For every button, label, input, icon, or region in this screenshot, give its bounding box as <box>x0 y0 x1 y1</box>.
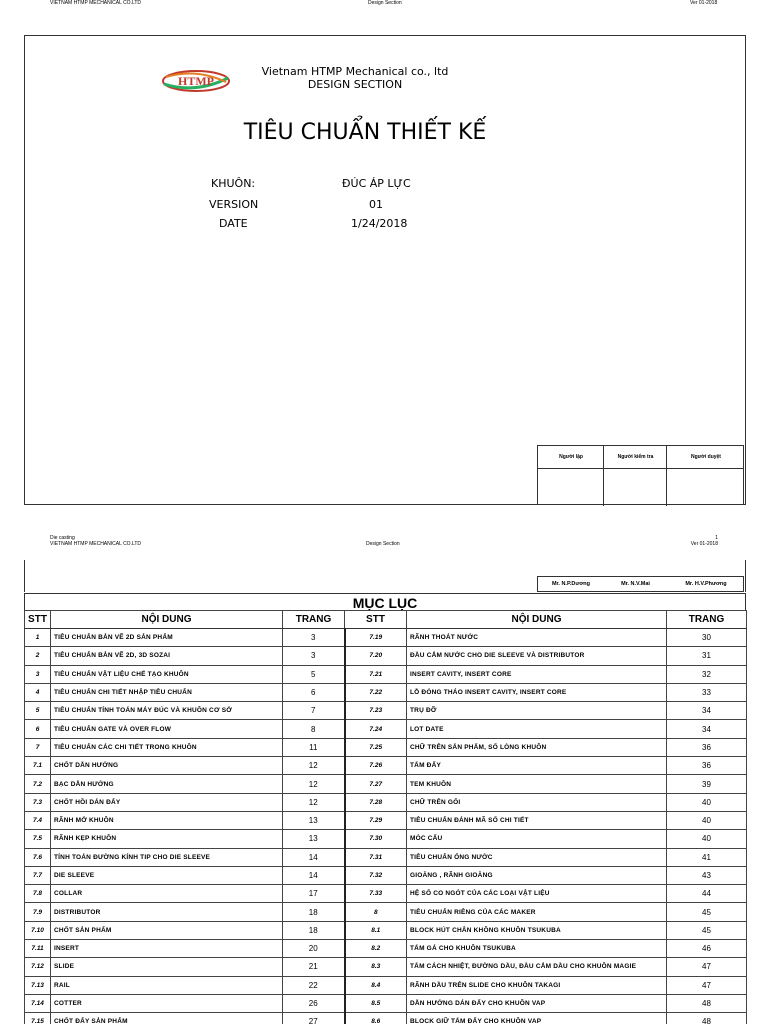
toc-content-2: DẪN HƯỚNG DÁN ĐẨY CHO KHUÔN VAP <box>407 994 667 1012</box>
toc-stt: 6 <box>25 720 51 738</box>
toc-content-2: LỖ ĐÓNG THÁO INSERT CAVITY, INSERT CORE <box>407 683 667 701</box>
toc-table <box>24 610 747 1024</box>
toc-stt-2: 7.19 <box>345 629 407 647</box>
toc-page: 7 <box>283 702 345 720</box>
field-value-version: 01 <box>369 198 383 211</box>
toc-content: RAIL <box>51 976 283 994</box>
signature-box <box>537 445 744 505</box>
sign-label-checker: Người kiểm tra <box>617 454 654 460</box>
table-row <box>25 848 747 866</box>
toc-stt-2: 7.23 <box>345 702 407 720</box>
toc-stt: 7.2 <box>25 775 51 793</box>
toc-page-2: 47 <box>667 976 747 994</box>
toc-page-2: 40 <box>667 793 747 811</box>
toc-content-2: GIOĂNG , RÃNH GIOĂNG <box>407 866 667 884</box>
toc-stt-2: 7.32 <box>345 866 407 884</box>
toc-content-2: BLOCK HÚT CHÂN KHÔNG KHUÔN TSUKUBA <box>407 921 667 939</box>
toc-stt-2: 7.25 <box>345 738 407 756</box>
table-row <box>25 665 747 683</box>
toc-stt-2: 7.31 <box>345 848 407 866</box>
toc-stt: 7.11 <box>25 940 51 958</box>
toc-content-2: BLOCK GIỮ TẤM ĐẨY CHO KHUÔN VAP <box>407 1013 667 1024</box>
field-label-version: VERSION <box>209 198 259 211</box>
toc-stt-2: 7.33 <box>345 885 407 903</box>
company-name: Vietnam HTMP Mechanical co., ltd <box>261 65 449 78</box>
toc-stt: 7.15 <box>25 1013 51 1024</box>
company-block <box>240 65 470 91</box>
toc-page-2: 48 <box>667 994 747 1012</box>
toc-content-2: CHỮ TRÊN SẢN PHẨM, SỐ LÒNG KHUÔN <box>407 738 667 756</box>
toc-content-2: TẤM CÁCH NHIỆT, ĐƯỜNG DẦU, ĐẦU CẮM DẦU CHO KHUÔN MAGIE <box>407 958 667 976</box>
signer-name-checker: Mr. N.V.Mai <box>621 581 650 587</box>
toc-page-2: 36 <box>667 757 747 775</box>
toc-stt: 5 <box>25 702 51 720</box>
table-row <box>25 1013 747 1024</box>
toc-page: 13 <box>283 830 345 848</box>
toc-content-2: RÃNH DẦU TRÊN SLIDE CHO KHUÔN TAKAGI <box>407 976 667 994</box>
toc-page: 13 <box>283 811 345 829</box>
toc-page-2: 30 <box>667 629 747 647</box>
table-row <box>25 683 747 701</box>
toc-page-2: 45 <box>667 903 747 921</box>
signer-name-approver: Mr. H.V.Phương <box>685 581 727 587</box>
toc-page: 11 <box>283 738 345 756</box>
table-row <box>25 958 747 976</box>
sign-label-approver: Người duyệt <box>691 454 721 460</box>
toc-content: CHỐT DẪN HƯỚNG <box>51 757 283 775</box>
toc-page: 14 <box>283 848 345 866</box>
toc-page: 21 <box>283 958 345 976</box>
table-row <box>25 994 747 1012</box>
toc-content: DIE SLEEVE <box>51 866 283 884</box>
toc-page: 18 <box>283 921 345 939</box>
toc-page-2: 46 <box>667 940 747 958</box>
table-row <box>25 885 747 903</box>
toc-stt: 1 <box>25 629 51 647</box>
toc-stt: 2 <box>25 647 51 665</box>
field-label-khuon: KHUÔN: <box>211 177 256 190</box>
table-row <box>25 629 747 647</box>
toc-page-2: 44 <box>667 885 747 903</box>
document-title: TIÊU CHUẨN THIẾT KẾ <box>243 120 487 145</box>
toc-page-2: 31 <box>667 647 747 665</box>
table-row <box>25 830 747 848</box>
toc-page-2: 32 <box>667 665 747 683</box>
col-header-stt: STT <box>25 611 51 629</box>
toc-content: RÃNH KẸP KHUÔN <box>51 830 283 848</box>
table-row <box>25 866 747 884</box>
toc-content: INSERT <box>51 940 283 958</box>
toc-content: TIÊU CHUẨN BẢN VẼ 2D SẢN PHẨM <box>51 629 283 647</box>
toc-stt-2: 8.2 <box>345 940 407 958</box>
table-row <box>25 940 747 958</box>
toc-content-2: TIÊU CHUẨN RIÊNG CỦA CÁC MAKER <box>407 903 667 921</box>
toc-stt-2: 7.24 <box>345 720 407 738</box>
toc-content-2: TEM KHUÔN <box>407 775 667 793</box>
toc-page-2: 40 <box>667 830 747 848</box>
toc-stt-2: 8.5 <box>345 994 407 1012</box>
field-value-date: 1/24/2018 <box>351 217 408 230</box>
toc-stt-2: 7.22 <box>345 683 407 701</box>
toc-page-2: 45 <box>667 921 747 939</box>
toc-stt-2: 8.3 <box>345 958 407 976</box>
toc-content: DISTRIBUTOR <box>51 903 283 921</box>
table-row <box>25 976 747 994</box>
toc-page: 26 <box>283 994 345 1012</box>
toc-content-2: INSERT CAVITY, INSERT CORE <box>407 665 667 683</box>
toc-stt-2: 8.4 <box>345 976 407 994</box>
field-label-date: DATE <box>219 217 248 230</box>
toc-stt-2: 7.30 <box>345 830 407 848</box>
toc-page: 17 <box>283 885 345 903</box>
toc-page: 3 <box>283 647 345 665</box>
toc-content: SLIDE <box>51 958 283 976</box>
page2-header-right: 1 Ver 01-2018 <box>690 535 718 547</box>
table-row <box>25 757 747 775</box>
col-header-stt-2: STT <box>345 611 407 629</box>
toc-content-2: MÓC CẨU <box>407 830 667 848</box>
toc-content: CHỐT ĐẨY SẢN PHẨM <box>51 1013 283 1024</box>
toc-stt: 7.12 <box>25 958 51 976</box>
toc-page: 12 <box>283 775 345 793</box>
toc-stt-2: 7.27 <box>345 775 407 793</box>
toc-content: TIÊU CHUẨN VẬT LIỆU CHẾ TẠO KHUÔN <box>51 665 283 683</box>
table-row <box>25 921 747 939</box>
toc-content-2: TIÊU CHUẨN ĐÁNH MÃ SỐ CHI TIẾT <box>407 811 667 829</box>
toc-page-2: 48 <box>667 1013 747 1024</box>
toc-content-2: TIÊU CHUẨN ỐNG NƯỚC <box>407 848 667 866</box>
toc-page-2: 36 <box>667 738 747 756</box>
table-row <box>25 903 747 921</box>
table-row <box>25 811 747 829</box>
toc-content: BẠC DẪN HƯỚNG <box>51 775 283 793</box>
toc-page: 14 <box>283 866 345 884</box>
toc-content: TIÊU CHUẨN BẢN VẼ 2D, 3D SOZAI <box>51 647 283 665</box>
toc-page: 22 <box>283 976 345 994</box>
toc-content: RÃNH MỞ KHUÔN <box>51 811 283 829</box>
page2-header-center: Design Section <box>366 541 400 547</box>
toc-content: TIÊU CHUẨN CHI TIẾT NHẬP TIÊU CHUẨN <box>51 683 283 701</box>
toc-page: 27 <box>283 1013 345 1024</box>
page2-header-left: Die casting VIETNAM HTMP MECHANICAL CO.LTD <box>50 535 142 547</box>
col-header-page: TRANG <box>283 611 345 629</box>
col-header-content-2: NỘI DUNG <box>407 611 667 629</box>
toc-page: 20 <box>283 940 345 958</box>
toc-page: 6 <box>283 683 345 701</box>
toc-page: 3 <box>283 629 345 647</box>
toc-content-2: CHỮ TRÊN GỐI <box>407 793 667 811</box>
toc-content: CHỐT SẢN PHẨM <box>51 921 283 939</box>
company-section: DESIGN SECTION <box>307 78 403 91</box>
toc-content-2: LOT DATE <box>407 720 667 738</box>
page1-header-center: Design Section <box>368 0 402 6</box>
toc-page-2: 43 <box>667 866 747 884</box>
toc-page-2: 34 <box>667 720 747 738</box>
table-row <box>25 793 747 811</box>
toc-stt-2: 8.1 <box>345 921 407 939</box>
toc-stt-2: 8.6 <box>345 1013 407 1024</box>
toc-page: 8 <box>283 720 345 738</box>
toc-body <box>25 629 747 1024</box>
toc-page: 5 <box>283 665 345 683</box>
toc-content-2: TRỤ ĐỠ <box>407 702 667 720</box>
toc-stt-2: 7.28 <box>345 793 407 811</box>
toc-stt-2: 7.29 <box>345 811 407 829</box>
toc-page-2: 47 <box>667 958 747 976</box>
table-row <box>25 647 747 665</box>
toc-content: CHỐT HỒI DÁN ĐẨY <box>51 793 283 811</box>
toc-page: 12 <box>283 757 345 775</box>
toc-content-2: TẤM ĐẨY <box>407 757 667 775</box>
toc-page-2: 41 <box>667 848 747 866</box>
signer-names <box>537 576 744 592</box>
toc-page-2: 40 <box>667 811 747 829</box>
toc-title: MỤC LỤC <box>24 593 746 611</box>
toc-page: 18 <box>283 903 345 921</box>
toc-page-2: 39 <box>667 775 747 793</box>
sign-label-creator: Người lập <box>559 454 583 460</box>
toc-stt: 4 <box>25 683 51 701</box>
toc-header-row <box>25 611 747 629</box>
toc-content: TÍNH TOÁN ĐƯỜNG KÍNH TIP CHO DIE SLEEVE <box>51 848 283 866</box>
table-row <box>25 738 747 756</box>
toc-content: COLLAR <box>51 885 283 903</box>
toc-content: TIÊU CHUẨN TÍNH TOÁN MÁY ĐÚC VÀ KHUÔN CƠ SỞ <box>51 702 283 720</box>
htmp-logo <box>160 68 232 94</box>
toc-stt: 7.1 <box>25 757 51 775</box>
toc-content-2: TẤM GÁ CHO KHUÔN TSUKUBA <box>407 940 667 958</box>
toc-stt: 3 <box>25 665 51 683</box>
col-header-content: NỘI DUNG <box>51 611 283 629</box>
col-header-page-2: TRANG <box>667 611 747 629</box>
field-value-khuon: ĐÚC ÁP LỰC <box>342 177 411 190</box>
signer-name-creator: Mr. N.P.Dương <box>551 581 591 587</box>
toc-stt: 7.8 <box>25 885 51 903</box>
table-row <box>25 775 747 793</box>
toc-content-2: RÃNH THOÁT NƯỚC <box>407 629 667 647</box>
toc-stt: 7.9 <box>25 903 51 921</box>
toc-stt-2: 7.26 <box>345 757 407 775</box>
toc-content: COTTER <box>51 994 283 1012</box>
cover-page-frame <box>24 35 746 505</box>
toc-stt-2: 7.20 <box>345 647 407 665</box>
table-row <box>25 702 747 720</box>
toc-stt: 7 <box>25 738 51 756</box>
toc-content: TIÊU CHUẨN CÁC CHI TIẾT TRONG KHUÔN <box>51 738 283 756</box>
toc-content-2: ĐẦU CẮM NƯỚC CHO DIE SLEEVE VÀ DISTRIBUTOR <box>407 647 667 665</box>
toc-stt: 7.13 <box>25 976 51 994</box>
toc-page: 12 <box>283 793 345 811</box>
toc-page-2: 33 <box>667 683 747 701</box>
toc-stt-2: 8 <box>345 903 407 921</box>
toc-stt: 7.4 <box>25 811 51 829</box>
toc-stt: 7.7 <box>25 866 51 884</box>
page1-header-right: Ver 01-2018 <box>690 0 718 6</box>
toc-content: TIÊU CHUẨN GATE VÀ OVER FLOW <box>51 720 283 738</box>
toc-stt: 7.6 <box>25 848 51 866</box>
toc-content-2: HỆ SỐ CO NGÓT CỦA CÁC LOẠI VẬT LIỆU <box>407 885 667 903</box>
toc-stt: 7.5 <box>25 830 51 848</box>
svg-text:HTMP: HTMP <box>178 74 214 88</box>
table-row <box>25 720 747 738</box>
toc-stt-2: 7.21 <box>345 665 407 683</box>
page1-header-left: VIETNAM HTMP MECHANICAL CO.LTD <box>50 0 142 6</box>
toc-stt: 7.10 <box>25 921 51 939</box>
toc-page-2: 34 <box>667 702 747 720</box>
toc-stt: 7.14 <box>25 994 51 1012</box>
toc-stt: 7.3 <box>25 793 51 811</box>
